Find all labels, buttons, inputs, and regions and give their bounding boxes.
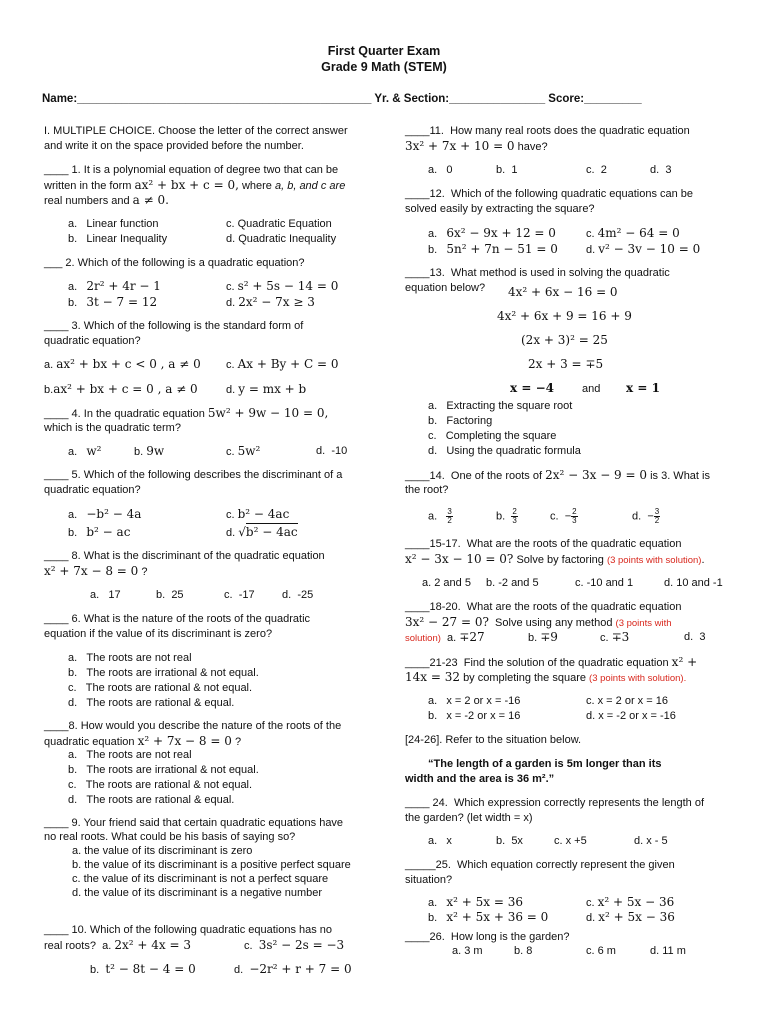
q2-stem: ___ 2. Which of the following is a quadratic equation? <box>44 257 305 269</box>
q18-stem-line2: 3x² − 27 = 0? Solve using any method (3 points with <box>405 615 672 629</box>
instructions-line2: and write it on the space provided before the number. <box>44 140 304 152</box>
q1-stem-line1: ____ 1. It is a polynomial equation of degree two that can be <box>44 164 339 176</box>
q1-option-b: b. Linear Inequality <box>68 233 168 245</box>
q5-option-b: b. b² − ac <box>68 525 131 539</box>
q10-option-c: c. 3s² − 2s = −3 <box>244 938 345 952</box>
q14-stem-line2: the root? <box>405 484 449 496</box>
q10-option-d: d. −2r² + r + 7 = 0 <box>234 962 352 976</box>
name-label: Name: <box>42 93 78 105</box>
q6-option-d: d. The roots are rational & equal. <box>68 697 235 709</box>
q11-option-a: a. 0 <box>428 164 453 176</box>
q8a-option-d: d. -25 <box>282 589 314 601</box>
situation-quote-line2: width and the area is 36 m².” <box>405 773 555 785</box>
q13-step5-root1: x = −4 <box>510 381 554 395</box>
section-blank[interactable]: _______________ <box>449 93 546 105</box>
q13-stem-line1: ____13. What method is used in solving the quadratic <box>405 267 670 279</box>
q4-stem-line1: ____ 4. In the quadratic equation 5w² + 9w − 10 = 0, <box>44 406 329 420</box>
q13-option-c: c. Completing the square <box>428 430 557 442</box>
q10-stem-line1: ____ 10. Which of the following quadratic equations has no <box>44 924 333 936</box>
situation-reference: [24-26]. Refer to the situation below. <box>405 734 582 746</box>
q8b-option-c: c. The roots are rational & not equal. <box>68 779 253 791</box>
q11-option-d: d. 3 <box>650 164 672 176</box>
q11-option-b: b. 1 <box>496 164 518 176</box>
instructions-line1: I. MULTIPLE CHOICE. Choose the letter of the correct answer <box>44 125 348 137</box>
student-info-line <box>42 93 642 105</box>
q18-stem-line3: solution) a. ∓27 <box>405 630 485 644</box>
q8b-stem-line2: quadratic equation x² + 7x − 8 = 0 ? <box>44 734 242 748</box>
q25-stem-line1: _____25. Which equation correctly represent the given <box>405 859 675 871</box>
q21-stem-line2: 14x = 32 by completing the square (3 points with solution). <box>405 670 687 684</box>
q18-option-c: c. ∓3 <box>600 630 630 644</box>
q6-option-c: c. The roots are rational & not equal. <box>68 682 253 694</box>
q15-stem-line1: ____15-17. What are the roots of the quadratic equation <box>405 538 682 550</box>
q12-option-d: d. v² − 3v − 10 = 0 <box>586 242 701 256</box>
q13-step5-root2: x = 1 <box>626 381 660 395</box>
q18-option-d: d. 3 <box>684 631 706 643</box>
q8b-option-b: b. The roots are irrational & not equal. <box>68 764 259 776</box>
q26-option-a: a. 3 m <box>452 945 483 957</box>
q2-option-a: a. 2r² + 4r − 1 <box>68 279 161 293</box>
q14-option-c: c. − $\frac{2}{3}$ <box>550 507 577 525</box>
q25-stem-line2: situation? <box>405 874 453 886</box>
q13-option-d: d. Using the quadratic formula <box>428 445 581 457</box>
q10-stem-line2: real roots? a. 2x² + 4x = 3 <box>44 938 191 952</box>
q18-stem-line1: ____18-20. What are the roots of the quadratic equation <box>405 601 682 613</box>
q13-step1: 4x² + 6x − 16 = 0 <box>508 285 618 299</box>
q13-step3: (2x + 3)² = 25 <box>521 333 608 347</box>
q21-option-c: c. x = 2 or x = 16 <box>586 695 668 707</box>
q26-stem: ____26. How long is the garden? <box>405 931 570 943</box>
q8b-option-a: a. The roots are not real <box>68 749 192 761</box>
q4-stem-line2: which is the quadratic term? <box>44 422 181 434</box>
q24-stem-line2: the garden? (let width = x) <box>405 812 533 824</box>
q12-stem-line2: solved easily by extracting the square? <box>405 203 595 215</box>
q21-option-b: b. x = -2 or x = 16 <box>428 710 521 722</box>
q14-option-b: b. $\frac{2}{3}$ <box>496 507 517 525</box>
q15-option-c: c. -10 and 1 <box>575 577 634 589</box>
q26-option-c: c. 6 m <box>586 945 616 957</box>
q2-option-c: c. s² + 5s − 14 = 0 <box>226 279 339 293</box>
situation-quote-line1: “The length of a garden is 5m longer than its <box>428 758 662 770</box>
q9-option-c: c. the value of its discriminant is not a perfect square <box>72 873 329 885</box>
q25-option-d: d. x² + 5x − 36 <box>586 910 675 924</box>
q21-stem-line1: ____21-23 Find the solution of the quadratic equation x² + <box>405 655 698 669</box>
q9-option-d: d. the value of its discriminant is a negative number <box>72 887 323 899</box>
q9-option-b: b. the value of its discriminant is a positive perfect square <box>72 859 351 871</box>
q18-option-b: b. ∓9 <box>528 630 558 644</box>
q13-step2: 4x² + 6x + 9 = 16 + 9 <box>497 309 632 323</box>
q13-stem-line2: equation below? <box>405 282 486 294</box>
q8a-option-b: b. 25 <box>156 589 184 601</box>
q6-option-a: a. The roots are not real <box>68 652 192 664</box>
q1-stem-line3: real numbers and a ≠ 0. <box>44 193 169 207</box>
q9-option-a: a. the value of its discriminant is zero <box>72 845 253 857</box>
q25-option-a: a. x² + 5x = 36 <box>428 895 523 909</box>
q8b-stem-line1: ____8. How would you describe the nature of the roots of the <box>44 720 342 732</box>
score-label: Score: <box>548 93 585 105</box>
q3-option-c: c. Ax + By + C = 0 <box>226 357 339 371</box>
q11-stem-line1: ____11. How many real roots does the quadratic equation <box>405 125 690 137</box>
exam-subtitle: Grade 9 Math (STEM) <box>321 60 447 74</box>
q25-option-b: b. x² + 5x + 36 = 0 <box>428 910 549 924</box>
q6-option-b: b. The roots are irrational & not equal. <box>68 667 259 679</box>
q5-option-a: a. −b² − 4a <box>68 507 142 521</box>
q3-option-d: d. y = mx + b <box>226 382 307 396</box>
q24-stem-line1: ____ 24. Which expression correctly represents the length of <box>405 797 705 809</box>
q6-stem-line1: ____ 6. What is the nature of the roots of the quadratic <box>44 613 311 625</box>
q2-option-d: d. 2x² − 7x ≥ 3 <box>226 295 315 309</box>
q8a-option-c: c. -17 <box>224 589 255 601</box>
q26-option-d: d. 11 m <box>650 945 686 957</box>
q15-option-d: d. 10 and -1 <box>664 577 723 589</box>
q9-stem-line2: no real roots. What could be his basis of saying so? <box>44 831 296 843</box>
q25-option-c: c. x² + 5x − 36 <box>586 895 675 909</box>
section-label: Yr. & Section: <box>374 93 450 105</box>
q13-option-a: a. Extracting the square root <box>428 400 573 412</box>
q15-option-a: a. 2 and 5 <box>422 577 471 589</box>
q8a-option-a: a. 17 <box>90 589 121 601</box>
q1-option-c: c. Quadratic Equation <box>226 218 332 230</box>
q1-option-d: d. Quadratic Inequality <box>226 233 337 245</box>
q2-option-b: b. 3t − 7 = 12 <box>68 295 158 309</box>
q21-option-a: a. x = 2 or x = -16 <box>428 695 521 707</box>
q9-stem-line1: ____ 9. Your friend said that certain quadratic equations have <box>44 817 344 829</box>
q1-stem-line2: written in the form ax² + bx + c = 0, where a, b, and c are <box>44 178 346 192</box>
q14-option-d: d. − $\frac{3}{2}$ <box>632 507 660 525</box>
q5-option-c: c. b² − 4ac <box>226 507 290 521</box>
q12-option-a: a. 6x² − 9x + 12 = 0 <box>428 226 556 240</box>
q14-stem-line1: ____14. One of the roots of 2x² − 3x − 9 = 0 is 3. What is <box>405 468 710 482</box>
q8a-stem-line1: ____ 8. What is the discriminant of the quadratic equation <box>44 550 325 562</box>
q6-stem-line2: equation if the value of its discriminant is zero? <box>44 628 273 640</box>
score-blank[interactable]: _________ <box>584 93 642 105</box>
name-blank[interactable]: ______________________________________________ <box>77 93 372 105</box>
q15-stem-line2: x² − 3x − 10 = 0? Solve by factoring (3 points with solution). <box>405 552 705 566</box>
q3-stem-line2: quadratic equation? <box>44 335 141 347</box>
q12-option-c: c. 4m² − 64 = 0 <box>586 226 680 240</box>
q13-step5-and: and <box>582 383 601 395</box>
q12-stem-line1: ____12. Which of the following quadratic equations can be <box>405 188 694 200</box>
q24-option-b: b. 5x <box>496 835 523 847</box>
q11-option-c: c. 2 <box>586 164 607 176</box>
q24-option-a: a. x <box>428 835 452 847</box>
q24-option-d: d. x - 5 <box>634 835 668 847</box>
q5-stem-line2: quadratic equation? <box>44 484 141 496</box>
q5-option-d: d. √b² − 4ac <box>226 525 298 539</box>
exam-title: First Quarter Exam <box>327 44 441 58</box>
q21-option-d: d. x = -2 or x = -16 <box>586 710 676 722</box>
q5-stem-line1: ____ 5. Which of the following describes the discriminant of a <box>44 469 343 481</box>
q26-option-b: b. 8 <box>514 945 533 957</box>
q15-option-b: b. -2 and 5 <box>486 577 539 589</box>
q4-option-c: c. 5w² <box>226 444 261 458</box>
q8a-stem-line2: x² + 7x − 8 = 0 ? <box>44 564 148 578</box>
q11-stem-line2: 3x² + 7x + 10 = 0 have? <box>405 139 548 153</box>
q13-step4: 2x + 3 = ∓5 <box>528 357 604 371</box>
q4-option-d: d. -10 <box>316 445 348 457</box>
q3-stem-line1: ____ 3. Which of the following is the standard form of <box>44 320 304 332</box>
q24-option-c: c. x +5 <box>554 835 587 847</box>
q13-option-b: b. Factoring <box>428 415 493 427</box>
q8b-option-d: d. The roots are rational & equal. <box>68 794 235 806</box>
q1-option-a: a. Linear function <box>68 218 159 230</box>
q3-option-a: a. ax² + bx + c < 0 , a ≠ 0 <box>44 357 201 371</box>
q4-option-b: b. 9w <box>134 444 165 458</box>
q10-option-b: b. t² − 8t − 4 = 0 <box>90 962 196 976</box>
q12-option-b: b. 5n² + 7n − 51 = 0 <box>428 242 558 256</box>
q3-option-b: b.ax² + bx + c = 0 , a ≠ 0 <box>44 382 198 396</box>
q14-option-a: a. $\frac{3}{2}$ <box>428 507 452 525</box>
q4-option-a: a. w² <box>68 444 102 458</box>
